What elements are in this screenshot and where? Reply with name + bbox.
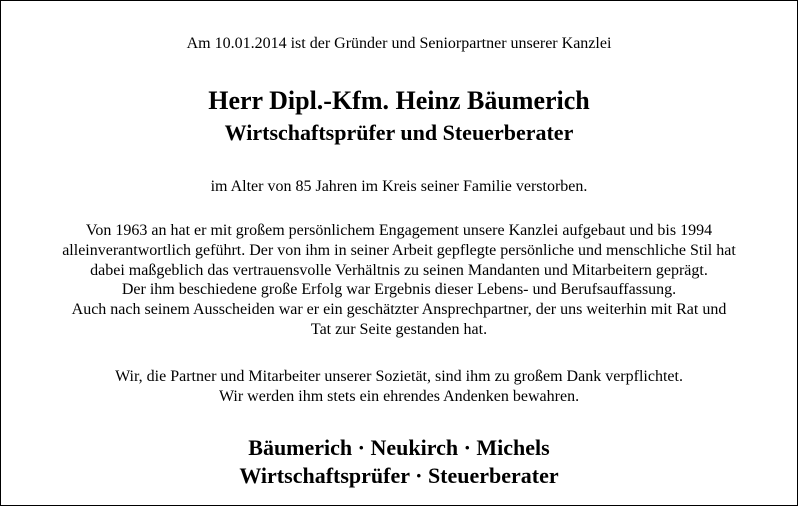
age-line: im Alter von 85 Jahren im Kreis seiner Familie verstorben. bbox=[210, 178, 588, 195]
paragraph-line: Von 1963 an hat er mit großem persönlichem Engagement unsere Kanzlei aufgebaut und bis 1994 bbox=[85, 222, 713, 239]
paragraph-line: Der ihm beschiedene große Erfolg war Ergebnis dieser Lebens- und Berufsauffassung. bbox=[121, 281, 677, 299]
firm-names: Bäumerich · Neukirch · Michels bbox=[248, 435, 550, 460]
paragraph-line: Tat zur Seite gestanden hat. bbox=[310, 320, 488, 338]
paragraph-line: Wir werden ihm stets ein ehrendes Andenken bewahren. bbox=[218, 387, 580, 405]
deceased-name: Herr Dipl.-Kfm. Heinz Bäumerich bbox=[208, 86, 590, 115]
paragraph-line: Wir, die Partner und Mitarbeiter unserer Sozietät, sind ihm zu großem Dank verpflichtet. bbox=[115, 368, 683, 385]
intro-line: Am 10.01.2014 ist der Gründer und Seniorpartner unserer Kanzlei bbox=[186, 35, 612, 52]
paragraph-line: dabei maßgeblich das vertrauensvolle Verhältnis zu seinen Mandanten und Mitarbeitern geprägt. bbox=[90, 261, 708, 279]
paragraph-line: alleinverantwortlich geführt. Der von ihm in seiner Arbeit gepflegte persönliche und menschliche Stil hat bbox=[62, 241, 736, 259]
firm-profession: Wirtschaftsprüfer · Steuerberater bbox=[239, 463, 559, 488]
deceased-title: Wirtschaftsprüfer und Steuerberater bbox=[224, 120, 574, 145]
tribute-paragraph bbox=[1, 221, 797, 340]
gratitude-paragraph bbox=[1, 367, 797, 407]
paragraph-line: Auch nach seinem Ausscheiden war er ein geschätzter Ansprechpartner, der uns weiterhin mit Rat und bbox=[71, 301, 727, 319]
